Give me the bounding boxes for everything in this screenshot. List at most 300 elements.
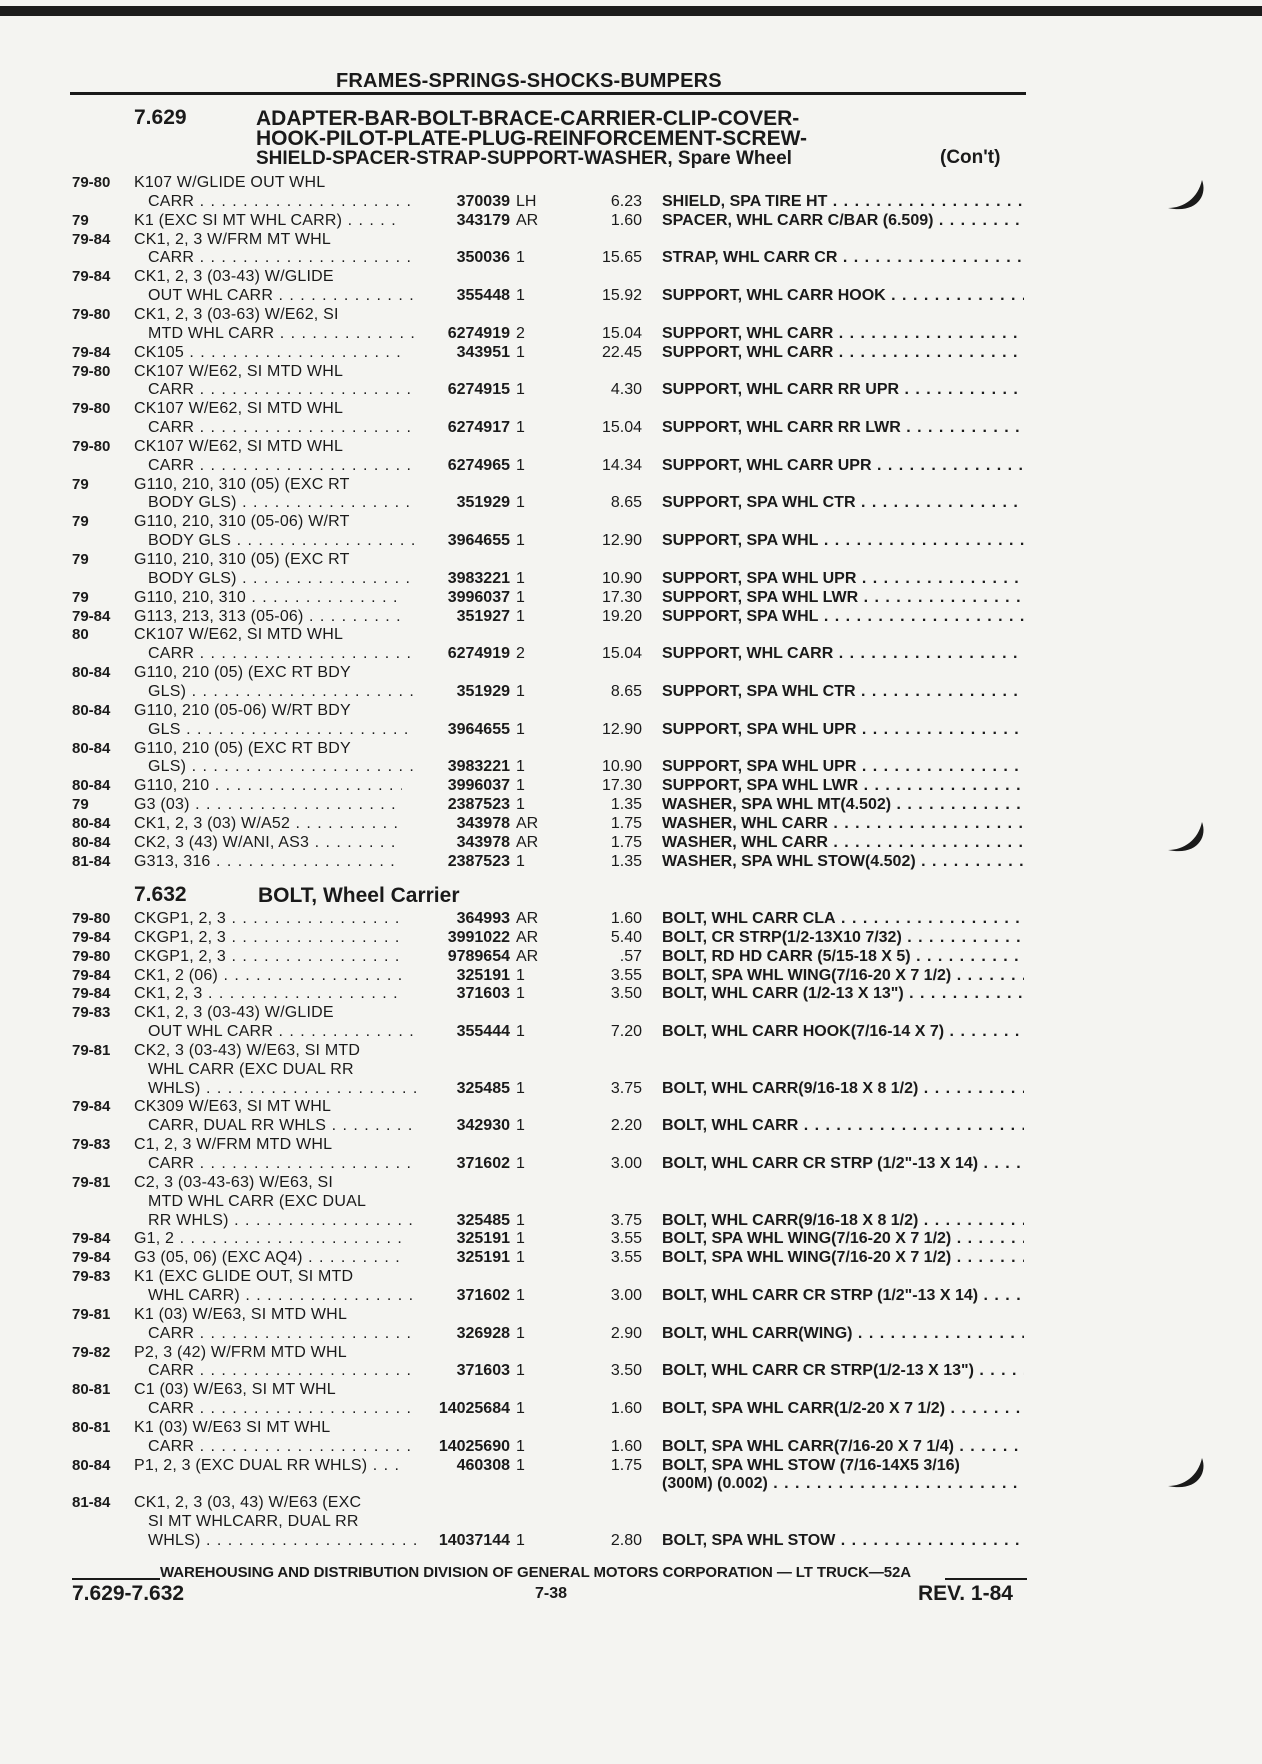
page-header-title: FRAMES-SPRINGS-SHOCKS-BUMPERS <box>336 70 722 92</box>
part-name: BOLT, WHL CARR(9/16-18 X 8 1/2) . . . <box>662 1211 1024 1230</box>
part-entry-line <box>0 795 1262 814</box>
quantity: 1 <box>516 1457 525 1474</box>
application-description: CK107 W/E62, SI MTD WHL <box>134 438 344 455</box>
price: 14.34 <box>601 457 642 474</box>
part-number: 3983221 <box>447 570 510 587</box>
application-description: MTD WHL CARR (EXC DUAL <box>148 1193 367 1210</box>
part-entry-line <box>0 399 1262 418</box>
part-name: WASHER, WHL CARR . . . <box>662 814 1024 833</box>
quantity: 1 <box>516 608 525 625</box>
price: 3.55 <box>610 1249 642 1266</box>
price: 22.45 <box>601 344 642 361</box>
price: 4.30 <box>610 381 642 398</box>
part-name: BOLT, WHL CARR(9/16-18 X 8 1/2) . . . <box>662 1079 1024 1098</box>
part-name: BOLT, SPA WHL CARR(7/16-20 X 7 1/4) . . . <box>662 1437 1024 1456</box>
part-number: 371602 <box>456 1287 510 1304</box>
part-entry-line <box>0 1211 1262 1230</box>
part-name: SUPPORT, WHL CARR RR LWR . . . <box>662 418 1024 437</box>
quantity: 1 <box>516 1362 525 1379</box>
part-number: 6274915 <box>447 381 510 398</box>
price: 17.30 <box>601 589 642 606</box>
part-number: 325191 <box>456 967 510 984</box>
part-entry-line <box>0 1229 1262 1248</box>
application-description: CK1, 2, 3 (03-43) W/GLIDE <box>134 268 334 285</box>
application-description: CARR, DUAL RR WHLS . . . <box>148 1116 416 1135</box>
part-name: BOLT, WHL CARR . . . <box>662 1116 1024 1135</box>
application-description: G110, 210 (05-06) W/RT BDY <box>134 702 351 719</box>
model-years: 79-80 <box>72 363 111 380</box>
model-years: 79-81 <box>72 1042 111 1059</box>
section-title-line-2: HOOK-PILOT-PLATE-PLUG-REINFORCEMENT-SCREW- <box>256 127 807 150</box>
part-entry-line <box>0 437 1262 456</box>
section-title-line-3: SHIELD-SPACER-STRAP-SUPPORT-WASHER, Spare Wheel <box>256 148 792 169</box>
part-entry-line <box>0 512 1262 531</box>
part-name: SUPPORT, SPA WHL LWR . . . <box>662 776 1024 795</box>
part-entry-line <box>0 192 1262 211</box>
price: 15.04 <box>601 419 642 436</box>
part-name: BOLT, WHL CARR CR STRP(1/2-13 X 13") . . . <box>662 1361 1024 1380</box>
application-description: CK1, 2, 3 (03-63) W/E62, SI <box>134 306 339 323</box>
model-years: 81-84 <box>72 853 111 870</box>
price: 1.75 <box>610 1457 642 1474</box>
price: 1.60 <box>610 1438 642 1455</box>
price: 8.65 <box>610 683 642 700</box>
quantity: 1 <box>516 796 525 813</box>
application-description: CK2, 3 (03-43) W/E63, SI MTD <box>134 1042 361 1059</box>
part-number: 6274965 <box>447 457 510 474</box>
application-description: P1, 2, 3 (EXC DUAL RR WHLS) . . . <box>134 1456 402 1475</box>
part-entry-line <box>0 1324 1262 1343</box>
part-entry-line <box>0 286 1262 305</box>
quantity: 1 <box>516 1438 525 1455</box>
part-number: 326928 <box>456 1325 510 1342</box>
part-entry-line <box>0 1380 1262 1399</box>
quantity: 1 <box>516 494 525 511</box>
price: 3.50 <box>610 1362 642 1379</box>
part-entry-line <box>0 418 1262 437</box>
model-years: 79-83 <box>72 1268 111 1285</box>
price: 1.35 <box>610 853 642 870</box>
application-description: CARR . . . <box>148 456 416 475</box>
part-entry-line <box>0 1003 1262 1022</box>
price: 8.65 <box>610 494 642 511</box>
application-description: CARR . . . <box>148 248 416 267</box>
part-name: BOLT, SPA WHL STOW . . . <box>662 1531 1024 1550</box>
application-description: P2, 3 (42) W/FRM MTD WHL <box>134 1344 347 1361</box>
part-entry-line <box>0 625 1262 644</box>
continued-label: (Con't) <box>940 147 1001 168</box>
application-description: CARR . . . <box>148 418 416 437</box>
price: 15.04 <box>601 325 642 342</box>
price: 3.00 <box>610 1287 642 1304</box>
part-entry-line <box>0 324 1262 343</box>
price: 10.90 <box>601 570 642 587</box>
part-entry-line <box>0 305 1262 324</box>
model-years: 79-84 <box>72 985 111 1002</box>
part-number: 371603 <box>456 1362 510 1379</box>
part-entry-line <box>0 1097 1262 1116</box>
price: 3.55 <box>610 967 642 984</box>
part-entry-line <box>0 267 1262 286</box>
part-name: SUPPORT, WHL CARR . . . <box>662 644 1024 663</box>
part-number: 343978 <box>456 815 510 832</box>
part-number: 6274919 <box>447 645 510 662</box>
part-name: BOLT, SPA WHL WING(7/16-20 X 7 1/2) . . . <box>662 1248 1024 1267</box>
part-entry-line <box>0 909 1262 928</box>
part-number: 9789654 <box>447 948 510 965</box>
application-description: G3 (05, 06) (EXC AQ4) . . . <box>134 1248 402 1267</box>
model-years: 79 <box>72 589 89 606</box>
model-years: 79 <box>72 513 89 530</box>
part-name: SUPPORT, WHL CARR RR UPR . . . <box>662 380 1024 399</box>
application-description: CK1, 2, 3 (03) W/A52 . . . <box>134 814 402 833</box>
footer-revision: REV. 1-84 <box>918 1582 1013 1605</box>
application-description: G1, 2 . . . <box>134 1229 402 1248</box>
part-name: SUPPORT, SPA WHL . . . <box>662 531 1024 550</box>
part-entry-line <box>0 1531 1262 1550</box>
part-entry-line <box>0 984 1262 1003</box>
model-years: 79-82 <box>72 1344 111 1361</box>
part-name: WASHER, SPA WHL STOW(4.502) . . . <box>662 852 1024 871</box>
part-name: WASHER, SPA WHL MT(4.502) . . . <box>662 795 1024 814</box>
application-description: CK1, 2 (06) . . . <box>134 966 402 985</box>
price: 1.60 <box>610 910 642 927</box>
part-entry-line <box>0 1456 1262 1475</box>
model-years: 79-84 <box>72 1098 111 1115</box>
part-number: 14025690 <box>438 1438 510 1455</box>
binder-hole-middle <box>1162 820 1210 860</box>
quantity: 1 <box>516 1023 525 1040</box>
part-number: 6274917 <box>447 419 510 436</box>
application-description: OUT WHL CARR . . . <box>148 286 416 305</box>
part-name: BOLT, CR STRP(1/2-13X10 7/32) . . . <box>662 928 1024 947</box>
quantity: AR <box>516 212 539 229</box>
part-entry-line <box>0 852 1262 871</box>
application-description: G110, 210, 310 (05) (EXC RT <box>134 476 350 493</box>
application-description: CK107 W/E62, SI MTD WHL <box>134 363 344 380</box>
part-name: BOLT, RD HD CARR (5/15-18 X 5) . . . <box>662 947 1024 966</box>
model-years: 79 <box>72 796 89 813</box>
price: 3.00 <box>610 1155 642 1172</box>
quantity: 1 <box>516 589 525 606</box>
quantity: 1 <box>516 344 525 361</box>
part-entry-line <box>0 720 1262 739</box>
price: 7.20 <box>610 1023 642 1040</box>
model-years: 80-84 <box>72 664 111 681</box>
binder-hole-bottom <box>1162 1456 1210 1496</box>
part-entry-line <box>0 701 1262 720</box>
price: 2.20 <box>610 1117 642 1134</box>
part-entry-line <box>0 644 1262 663</box>
quantity: AR <box>516 948 539 965</box>
footer-section-range: 7.629-7.632 <box>72 1582 185 1605</box>
part-number: 460308 <box>456 1457 510 1474</box>
part-entry-line <box>0 966 1262 985</box>
part-name: WASHER, WHL CARR . . . <box>662 833 1024 852</box>
quantity: AR <box>516 815 539 832</box>
part-name: BOLT, WHL CARR CR STRP (1/2"-13 X 14) . . . <box>662 1286 1024 1305</box>
part-name: SUPPORT, SPA WHL . . . <box>662 607 1024 626</box>
binder-hole-top <box>1162 178 1210 218</box>
price: 12.90 <box>601 532 642 549</box>
model-years: 79-83 <box>72 1004 111 1021</box>
part-entry-line <box>0 1305 1262 1324</box>
application-description: WHLS) . . . <box>148 1531 416 1550</box>
application-description: BODY GLS) . . . <box>148 569 416 588</box>
part-name: BOLT, SPA WHL STOW (7/16-14X5 3/16) <box>662 1457 960 1474</box>
price: 1.75 <box>610 815 642 832</box>
application-description: G110, 210 (05) (EXC RT BDY <box>134 664 351 681</box>
part-name: BOLT, WHL CARR HOOK(7/16-14 X 7) . . . <box>662 1022 1024 1041</box>
price: 19.20 <box>601 608 642 625</box>
application-description: CARR . . . <box>148 644 416 663</box>
price: 2.80 <box>610 1532 642 1549</box>
part-name: STRAP, WHL CARR CR . . . <box>662 248 1024 267</box>
part-entry-line <box>0 1248 1262 1267</box>
part-number: 325191 <box>456 1230 510 1247</box>
part-entry-line <box>0 1079 1262 1098</box>
part-entry-line <box>0 248 1262 267</box>
model-years: 80 <box>72 626 89 643</box>
part-entry-line <box>0 211 1262 230</box>
part-entry-line <box>0 569 1262 588</box>
quantity: 1 <box>516 1325 525 1342</box>
application-description: CARR . . . <box>148 192 416 211</box>
application-description: GLS) . . . <box>148 757 416 776</box>
part-number: 351929 <box>456 494 510 511</box>
model-years: 80-81 <box>72 1381 111 1398</box>
quantity: 1 <box>516 1155 525 1172</box>
part-entry-line <box>0 1173 1262 1192</box>
footer-page-number: 7-38 <box>535 1585 568 1602</box>
model-years: 79-84 <box>72 344 111 361</box>
price: 3.75 <box>610 1080 642 1097</box>
quantity: AR <box>516 929 539 946</box>
model-years: 79-84 <box>72 1249 111 1266</box>
application-description: G110, 210, 310 . . . <box>134 588 402 607</box>
part-entry-line <box>0 776 1262 795</box>
model-years: 79-84 <box>72 967 111 984</box>
part-number: 355448 <box>456 287 510 304</box>
part-entry-line <box>0 928 1262 947</box>
quantity: 1 <box>516 758 525 775</box>
part-name: BOLT, WHL CARR CR STRP (1/2"-13 X 14) . . . <box>662 1154 1024 1173</box>
application-description: WHL CARR (EXC DUAL RR <box>148 1061 354 1078</box>
part-name: SUPPORT, WHL CARR UPR . . . <box>662 456 1024 475</box>
quantity: AR <box>516 834 539 851</box>
quantity: 1 <box>516 457 525 474</box>
price: 15.92 <box>601 287 642 304</box>
price: 3.75 <box>610 1212 642 1229</box>
part-number: 343978 <box>456 834 510 851</box>
model-years: 79-84 <box>72 268 111 285</box>
price: 12.90 <box>601 721 642 738</box>
application-description: C1, 2, 3 W/FRM MTD WHL <box>134 1136 333 1153</box>
quantity: 1 <box>516 1400 525 1417</box>
quantity: 1 <box>516 570 525 587</box>
price: 1.60 <box>610 212 642 229</box>
quantity: 1 <box>516 853 525 870</box>
part-name: SUPPORT, SPA WHL CTR . . . <box>662 493 1024 512</box>
part-entry-line <box>0 1267 1262 1286</box>
footer-division-text: WAREHOUSING AND DISTRIBUTION DIVISION OF GENERAL MOTORS CORPORATION — LT TRUCK—52A <box>160 1564 911 1581</box>
quantity: 1 <box>516 1532 525 1549</box>
quantity: 1 <box>516 1230 525 1247</box>
quantity: 1 <box>516 419 525 436</box>
quantity: 1 <box>516 1117 525 1134</box>
model-years: 81-84 <box>72 1494 111 1511</box>
price: 3.55 <box>610 1230 642 1247</box>
part-entry-line <box>0 739 1262 758</box>
part-number: 3983221 <box>447 758 510 775</box>
model-years: 79-80 <box>72 174 111 191</box>
part-entry-line <box>0 1493 1262 1512</box>
model-years: 79-80 <box>72 948 111 965</box>
quantity: 1 <box>516 249 525 266</box>
quantity: 1 <box>516 683 525 700</box>
model-years: 79-80 <box>72 306 111 323</box>
application-description: CKGP1, 2, 3 . . . <box>134 928 402 947</box>
part-entry-line <box>0 682 1262 701</box>
price: 3.50 <box>610 985 642 1002</box>
model-years: 80-81 <box>72 1419 111 1436</box>
price: 17.30 <box>601 777 642 794</box>
model-years: 80-84 <box>72 834 111 851</box>
part-name: BOLT, SPA WHL WING(7/16-20 X 7 1/2) . . . <box>662 1229 1024 1248</box>
quantity: 2 <box>516 645 525 662</box>
part-name: SHIELD, SPA TIRE HT . . . <box>662 192 1024 211</box>
part-number: 350036 <box>456 249 510 266</box>
application-description: CKGP1, 2, 3 . . . <box>134 947 402 966</box>
part-entry-line <box>0 947 1262 966</box>
part-entry-line <box>0 1116 1262 1135</box>
part-entry-line <box>0 757 1262 776</box>
quantity: 1 <box>516 532 525 549</box>
part-number: 364993 <box>456 910 510 927</box>
part-entry-line <box>0 1192 1262 1211</box>
model-years: 79-84 <box>72 231 111 248</box>
part-number: 3996037 <box>447 589 510 606</box>
part-entry-line <box>0 550 1262 569</box>
quantity: AR <box>516 910 539 927</box>
application-description: CARR . . . <box>148 380 416 399</box>
part-name: BOLT, WHL CARR CLA . . . <box>662 909 1024 928</box>
quantity: 1 <box>516 1212 525 1229</box>
model-years: 79-84 <box>72 929 111 946</box>
part-number: 370039 <box>456 193 510 210</box>
quantity: 2 <box>516 325 525 342</box>
part-number: 3996037 <box>447 777 510 794</box>
part-name: SUPPORT, SPA WHL UPR . . . <box>662 569 1024 588</box>
part-number: 3964655 <box>447 721 510 738</box>
application-description: CK107 W/E62, SI MTD WHL <box>134 626 344 643</box>
quantity: LH <box>516 193 537 210</box>
quantity: 1 <box>516 721 525 738</box>
model-years: 80-84 <box>72 777 111 794</box>
application-description: K1 (03) W/E63 SI MT WHL <box>134 1419 331 1436</box>
part-entry-line <box>0 1474 1262 1493</box>
application-description: CARR . . . <box>148 1437 416 1456</box>
part-entry-line <box>0 1135 1262 1154</box>
price: 5.40 <box>610 929 642 946</box>
price: 15.04 <box>601 645 642 662</box>
section-title-bolt-wheel-carrier: BOLT, Wheel Carrier <box>258 884 460 907</box>
part-number: 371602 <box>456 1155 510 1172</box>
application-description: G313, 316 . . . <box>134 852 402 871</box>
model-years: 80-84 <box>72 1457 111 1474</box>
footer-rule-left <box>72 1578 160 1580</box>
part-name: SUPPORT, SPA WHL UPR . . . <box>662 757 1024 776</box>
part-name: SUPPORT, SPA WHL LWR . . . <box>662 588 1024 607</box>
application-description: CK2, 3 (43) W/ANI, AS3 . . . <box>134 833 402 852</box>
part-number: 343179 <box>456 212 510 229</box>
application-description: G110, 210, 310 (05-06) W/RT <box>134 513 350 530</box>
part-number: 325485 <box>456 1080 510 1097</box>
part-name: SUPPORT, SPA WHL CTR . . . <box>662 682 1024 701</box>
part-name: SUPPORT, SPA WHL UPR . . . <box>662 720 1024 739</box>
quantity: 1 <box>516 967 525 984</box>
part-entry-line <box>0 1154 1262 1173</box>
application-description: GLS) . . . <box>148 682 416 701</box>
part-name-continued: (300M) (0.002) . . . <box>662 1474 1024 1493</box>
top-border-rule <box>0 6 1262 16</box>
model-years: 79-83 <box>72 1136 111 1153</box>
application-description: CARR . . . <box>148 1154 416 1173</box>
part-entry-line <box>0 1399 1262 1418</box>
header-rule <box>70 92 1026 95</box>
part-number: 325485 <box>456 1212 510 1229</box>
model-years: 80-84 <box>72 702 111 719</box>
quantity: 1 <box>516 777 525 794</box>
model-years: 79-80 <box>72 438 111 455</box>
part-number: 2387523 <box>447 796 510 813</box>
model-years: 80-84 <box>72 815 111 832</box>
application-description: CKGP1, 2, 3 . . . <box>134 909 402 928</box>
part-entry-line <box>0 1022 1262 1041</box>
model-years: 79-81 <box>72 1174 111 1191</box>
application-description: G110, 210 (05) (EXC RT BDY <box>134 740 351 757</box>
model-years: 79 <box>72 551 89 568</box>
application-description: CK1, 2, 3 W/FRM MT WHL <box>134 231 332 248</box>
part-number: 342930 <box>456 1117 510 1134</box>
part-number: 2387523 <box>447 853 510 870</box>
part-name: BOLT, WHL CARR (1/2-13 X 13") . . . <box>662 984 1024 1003</box>
model-years: 79-80 <box>72 910 111 927</box>
part-entry-line <box>0 493 1262 512</box>
application-description: CK1, 2, 3 . . . <box>134 984 402 1003</box>
application-description: G3 (03) . . . <box>134 795 402 814</box>
application-description: CARR . . . <box>148 1324 416 1343</box>
part-number: 14037144 <box>438 1532 510 1549</box>
application-description: CARR . . . <box>148 1361 416 1380</box>
application-description: K107 W/GLIDE OUT WHL <box>134 174 326 191</box>
part-name: SUPPORT, WHL CARR . . . <box>662 324 1024 343</box>
model-years: 79-80 <box>72 400 111 417</box>
price: .57 <box>619 948 642 965</box>
application-description: G113, 213, 313 (05-06) . . . <box>134 607 402 626</box>
model-years: 79-81 <box>72 1306 111 1323</box>
price: 1.60 <box>610 1400 642 1417</box>
price: 2.90 <box>610 1325 642 1342</box>
model-years: 79-84 <box>72 1230 111 1247</box>
application-description: RR WHLS) . . . <box>148 1211 416 1230</box>
part-entry-line <box>0 1361 1262 1380</box>
part-entry-line <box>0 1060 1262 1079</box>
part-number: 6274919 <box>447 325 510 342</box>
quantity: 1 <box>516 287 525 304</box>
part-number: 3964655 <box>447 532 510 549</box>
application-description: CK1, 2, 3 (03, 43) W/E63 (EXC <box>134 1494 362 1511</box>
